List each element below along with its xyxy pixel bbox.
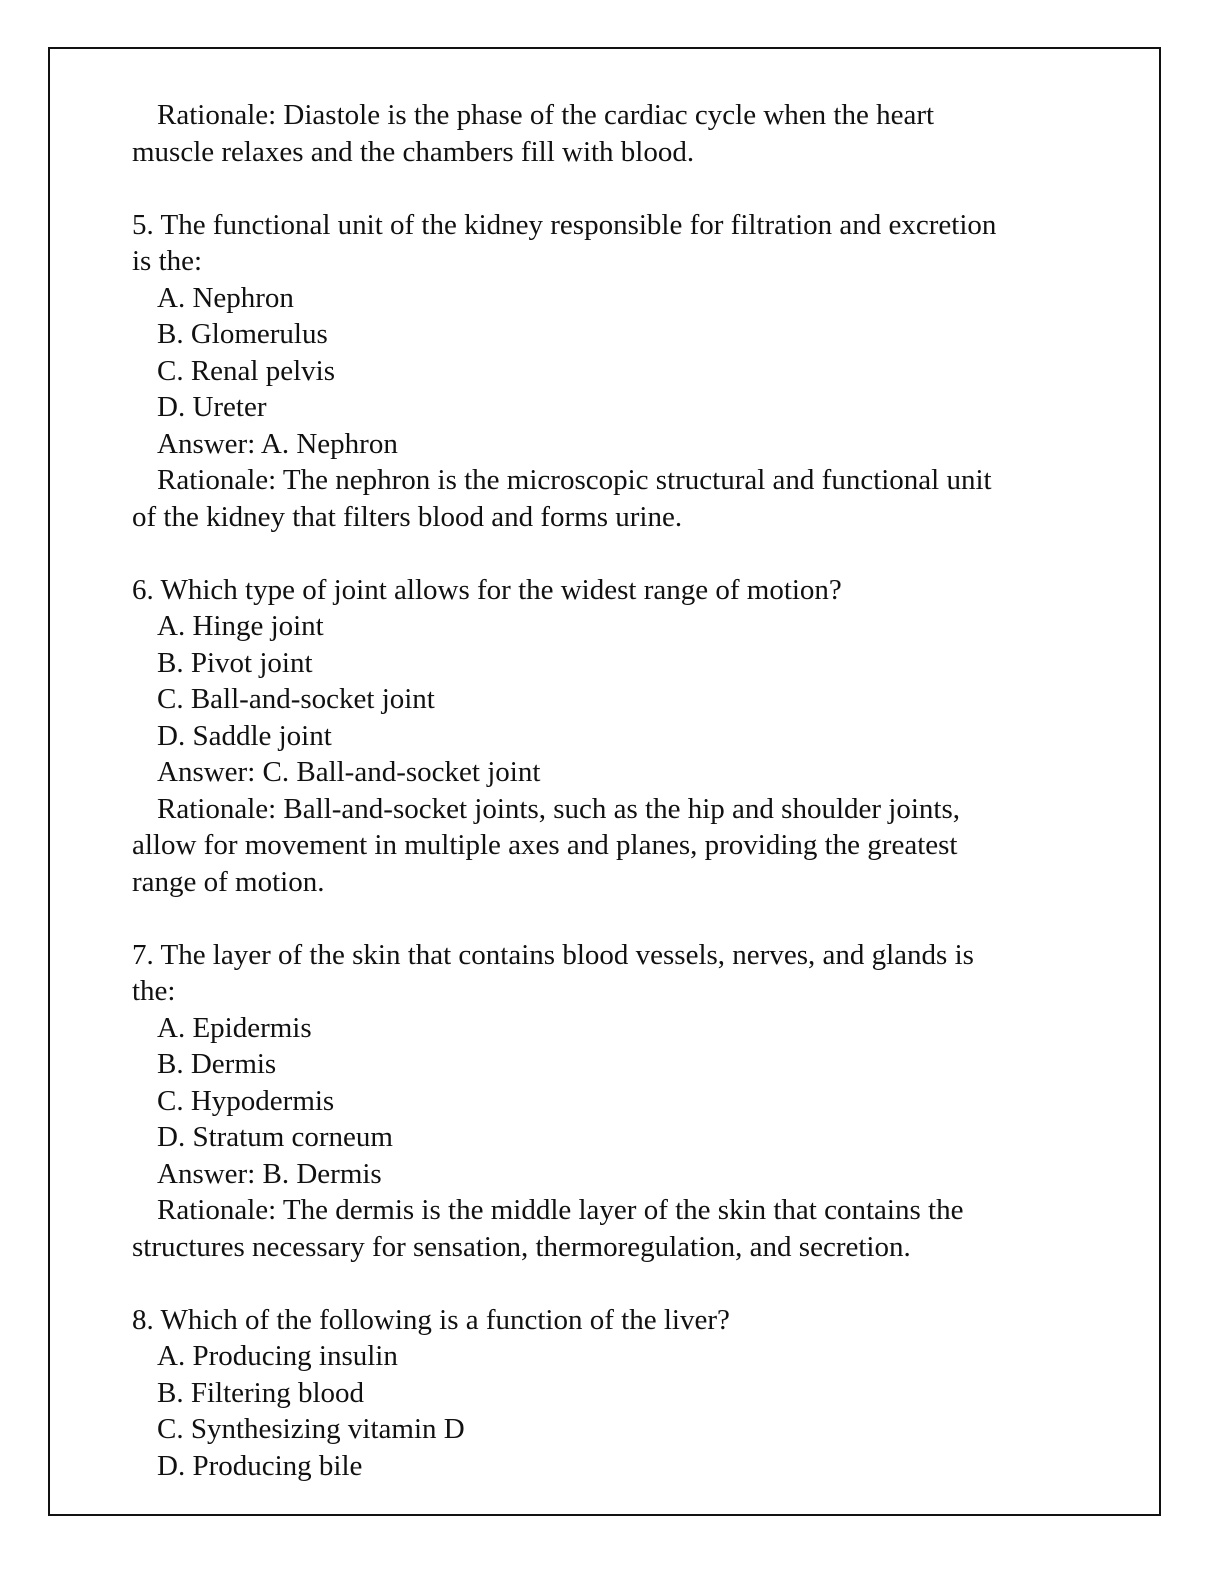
rationale-line: range of motion. (132, 865, 325, 898)
option-a: A. Producing insulin (157, 1340, 398, 1372)
rationale-line: muscle relaxes and the chambers fill with blood. (132, 135, 695, 168)
answer: Answer: C. Ball-and-socket joint (157, 756, 541, 788)
option-d: D. Saddle joint (157, 719, 332, 752)
rationale-line: Rationale: Diastole is the phase of the cardiac cycle when the heart (157, 99, 935, 131)
option-d: D. Producing bile (157, 1449, 363, 1482)
option-c: C. Ball-and-socket joint (157, 683, 435, 715)
spacer (132, 1265, 1092, 1302)
document-body (132, 97, 1092, 1484)
option-a: A. Hinge joint (157, 610, 324, 642)
rationale-line: Rationale: The dermis is the middle layer of the skin that contains the (157, 1194, 964, 1226)
rationale-line: allow for movement in multiple axes and planes, providing the greatest (132, 829, 958, 861)
intro-rationale (132, 97, 1092, 170)
option-d: D. Stratum corneum (157, 1121, 393, 1153)
question-stem: the: (132, 975, 176, 1007)
option-c: C. Hypodermis (157, 1084, 335, 1117)
question-7 (132, 937, 1092, 1266)
question-6 (132, 572, 1092, 901)
spacer (132, 170, 1092, 207)
question-stem: 7. The layer of the skin that contains blood vessels, nerves, and glands is (132, 938, 974, 971)
question-stem: 8. Which of the following is a function of the liver? (132, 1303, 730, 1336)
option-b: B. Dermis (157, 1048, 277, 1080)
rationale-line: Rationale: Ball-and-socket joints, such as the hip and shoulder joints, (157, 792, 960, 825)
option-c: C. Renal pelvis (157, 354, 336, 387)
question-5 (132, 207, 1092, 536)
option-b: B. Glomerulus (157, 318, 328, 350)
answer: Answer: B. Dermis (157, 1157, 382, 1190)
spacer (132, 900, 1092, 937)
question-stem: 5. The functional unit of the kidney responsible for filtration and excretion (132, 208, 997, 241)
question-8 (132, 1302, 1092, 1485)
question-stem: is the: (132, 245, 203, 277)
option-a: A. Epidermis (157, 1011, 312, 1044)
option-b: B. Filtering blood (157, 1376, 365, 1409)
answer: Answer: A. Nephron (157, 427, 398, 460)
rationale-line: structures necessary for sensation, thermoregulation, and secretion. (132, 1230, 911, 1263)
spacer (132, 535, 1092, 572)
rationale-line: of the kidney that filters blood and forms urine. (132, 500, 683, 533)
rationale-line: Rationale: The nephron is the microscopic structural and functional unit (157, 464, 992, 496)
option-d: D. Ureter (157, 391, 267, 423)
option-a: A. Nephron (157, 281, 294, 314)
option-b: B. Pivot joint (157, 646, 313, 679)
question-stem: 6. Which type of joint allows for the widest range of motion? (132, 573, 842, 606)
option-c: C. Synthesizing vitamin D (157, 1413, 465, 1445)
